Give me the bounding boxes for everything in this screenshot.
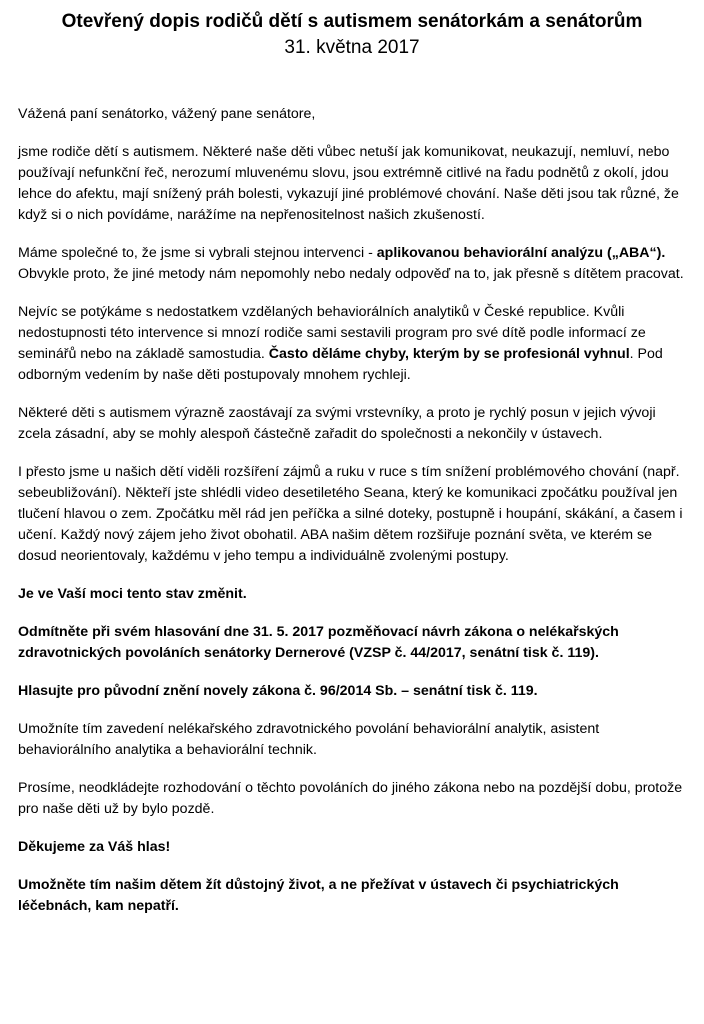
paragraph-2-bold: aplikovanou behaviorální analýzu („ABA“). bbox=[376, 245, 666, 261]
paragraph-2-text-c: Obvykle proto, že jiné metody nám nepomohly nebo nedaly odpověď na to, jak přesně s dítětem pracovat. bbox=[18, 266, 684, 282]
paragraph-3 bbox=[18, 302, 688, 386]
paragraph-5: I přesto jsme u našich dětí viděli rozšíření zájmů a ruku v ruce s tím snížení problémového chování (např. sebeubližování). Někteří jste shlédli video desetiletého Seana, který ke komunikaci zpočátku používal jen tlučení hlavou o zem. Zpočátku měl rád jen peříčka a silné doteky, postupně i houpání, skákání, a časem i učení. Každý nový zájem jeho život obohatil. ABA našim dětem rozšiřuje poznání světa, ve kterém se dosud neorientovaly, každému v jeho tempu a individuálně zvolenými postupy. bbox=[18, 464, 683, 564]
letter-date: 31. května 2017 bbox=[284, 37, 420, 58]
page-title: Otevřený dopis rodičů dětí s autismem senátorkám a senátorům bbox=[61, 11, 643, 32]
paragraph-2-text-a: Máme společné to, že jsme si vybrali stejnou intervenci - bbox=[18, 245, 377, 261]
paragraph-8: Hlasujte pro původní znění novely zákona č. 96/2014 Sb. – senátní tisk č. 119. bbox=[18, 683, 538, 699]
letter-body bbox=[18, 104, 688, 917]
paragraph-6: Je ve Vaší moci tento stav změnit. bbox=[18, 586, 247, 602]
paragraph-9: Umožníte tím zavedení nelékařského zdravotnického povolání behaviorální analytik, asistent behaviorálního analytika a behaviorální technik. bbox=[18, 721, 600, 758]
paragraph-3-text-a: Nejvíc se potýkáme s nedostatkem vzdělaných behaviorálních analytiků v České republice. Kvůli nedostupnosti této intervence si mnozí rodiče sami sestavili program pro své dítě podle informací ze seminářů nebo na základě samostudia. bbox=[18, 304, 646, 362]
paragraph-1: jsme rodiče dětí s autismem. Některé naše děti vůbec netuší jak komunikovat, neukazují, nemluví, nebo používají nefunkční řeč, nerozumí mluvenému slovu, jsou extrémně citlivé na řadu podnětů z okolí, jdou lehce do afektu, mají snížený práh bolesti, vykazují jiné problémové chování. Naše děti jsou tak různé, že když si o nich povídáme, narážíme na nepřenositelnost našich zkušeností. bbox=[18, 144, 679, 223]
salutation: Vážená paní senátorko, vážený pane senátore, bbox=[18, 106, 316, 122]
paragraph-7: Odmítněte při svém hlasování dne 31. 5. 2017 pozměňovací návrh zákona o nelékařských zdravotnických povoláních senátorky Dernerové (VZSP č. 44/2017, senátní tisk č. 119). bbox=[18, 624, 619, 661]
paragraph-3-bold: Často děláme chyby, kterým by se profesionál vyhnul bbox=[268, 346, 630, 362]
paragraph-4: Některé děti s autismem výrazně zaostávají za svými vrstevníky, a proto je rychlý posun v jejich vývoji zcela zásadní, aby se mohly alespoň částečně zařadit do společnosti a nekončily v ústavech. bbox=[18, 405, 656, 442]
paragraph-2 bbox=[18, 243, 688, 285]
paragraph-12: Umožněte tím našim dětem žít důstojný život, a ne přežívat v ústavech či psychiatrických léčebnách, kam nepatří. bbox=[18, 877, 619, 914]
paragraph-3-text-c: . Pod odborným vedením by naše děti postupovaly mnohem rychleji. bbox=[18, 346, 663, 383]
paragraph-10: Prosíme, neodkládejte rozhodování o těchto povoláních do jiného zákona nebo na pozdější dobu, protože pro naše děti už by bylo pozdě. bbox=[18, 780, 683, 817]
paragraph-11: Děkujeme za Váš hlas! bbox=[18, 839, 171, 855]
